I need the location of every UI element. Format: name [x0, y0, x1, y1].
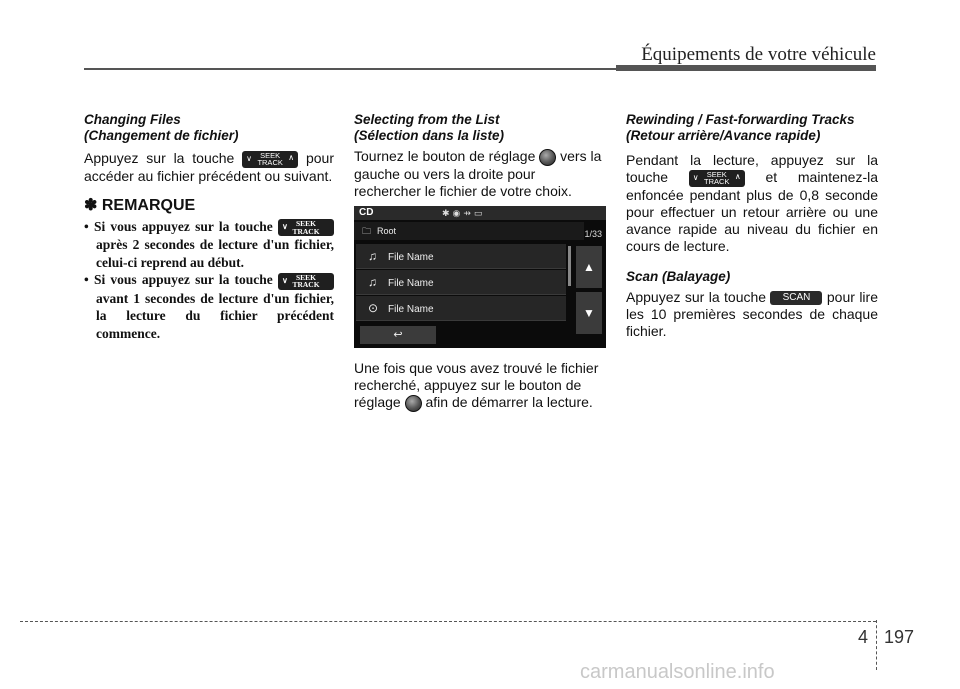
- screen-folder-row: [354, 222, 584, 240]
- heading-scan: Scan (Balayage): [626, 268, 731, 284]
- screen-scrollbar: [568, 246, 571, 286]
- chevron-down-icon: ∨: [246, 153, 253, 163]
- status-icons: [442, 206, 485, 220]
- paragraph-scan: [626, 289, 878, 340]
- remarque-heading: [84, 197, 334, 214]
- tune-knob-icon: [539, 149, 556, 166]
- text-fragment: et maintenez-la enfoncée pendant plus de 0,8 seconde pour effectuer un retour arrière ou une avance rapide au niveau du fichier en cours de lecture.: [626, 169, 879, 254]
- column-rewind-scan: [626, 112, 878, 340]
- seek-track-label: SEEK TRACK: [257, 150, 283, 168]
- chevron-down-icon: ∨: [282, 275, 288, 285]
- text-fragment: pour lire les 10 premières secondes de chaque fichier.: [626, 288, 878, 339]
- heading-selecting-from-list: Selecting from the List: [354, 112, 500, 127]
- heading-changement-de-fichier: (Changement de fichier): [84, 128, 239, 143]
- remarque-list: [84, 218, 334, 342]
- heading-rewinding: Rewinding / Fast-forwarding Tracks: [626, 112, 855, 127]
- back-icon: ↩: [360, 326, 436, 344]
- music-note-icon: ♫: [368, 248, 377, 263]
- screen-source-label: CD: [359, 206, 374, 218]
- disc-icon: ◉: [452, 207, 464, 218]
- column-changing-files: [84, 112, 334, 342]
- text-fragment: • Si vous appuyez sur la touche: [84, 272, 273, 288]
- screen-file-row: ♫ File Name: [356, 270, 566, 295]
- play-icon: ⊙: [368, 300, 379, 315]
- heading-retour-arriere: (Retour arrière/Avance rapide): [626, 128, 821, 143]
- remarque-label: REMARQUE: [101, 196, 196, 214]
- music-note-icon: ♫: [368, 274, 377, 289]
- seek-track-label: SEEK TRACK: [704, 169, 730, 187]
- text-fragment: après 2 secondes de lecture d'un fichier, celui-ci reprend au début.: [96, 237, 334, 270]
- scroll-up-icon: ▲: [576, 246, 602, 288]
- paragraph-start-playback: [354, 360, 606, 412]
- seek-track-button-icon: [278, 219, 334, 236]
- usb-icon: ⇸: [463, 207, 474, 218]
- text-fragment: vers la gauche ou vers la droite pour rechercher le fichier de votre choix.: [354, 148, 602, 199]
- screen-file-row: ♫ File Name: [356, 244, 566, 269]
- text-fragment: pour accéder au fichier précédent ou suivant.: [84, 150, 335, 184]
- text-fragment: afin de démarrer la lecture.: [425, 393, 593, 410]
- text-fragment: Appuyez sur la touche: [84, 150, 235, 166]
- bluetooth-icon: ✱: [442, 207, 453, 218]
- chevron-down-icon: ∨: [692, 172, 699, 182]
- paragraph-changing-files: [84, 150, 334, 185]
- heading-selection-dans-liste: (Sélection dans la liste): [354, 128, 505, 143]
- note-icon: ✽: [84, 196, 98, 214]
- chevron-down-icon: ∨: [282, 222, 288, 232]
- page-number: 197: [884, 627, 915, 647]
- seek-track-button-icon: [278, 273, 334, 290]
- text-fragment: Tournez le bouton de réglage: [354, 148, 536, 164]
- screen-status-bar: [354, 206, 606, 220]
- text-fragment: • Si vous appuyez sur la touche: [84, 218, 273, 234]
- scan-button-icon: SCAN: [770, 291, 822, 305]
- watermark: carmanualsonline.info: [580, 661, 775, 683]
- seek-track-label: SEEK TRACK: [292, 272, 320, 290]
- paragraph-rewinding: [626, 152, 878, 255]
- seek-track-label: SEEK TRACK: [292, 219, 320, 236]
- footer-rule: [20, 621, 876, 622]
- track-counter: 1/33: [584, 228, 602, 239]
- seek-track-button-icon: [242, 151, 298, 168]
- text-fragment: Une fois que vous avez trouvé le fichier recherché, appuyez sur le bouton de réglage: [354, 359, 599, 410]
- chevron-up-icon: ∧: [734, 171, 741, 181]
- page-header-title: Équipements de votre véhicule: [641, 44, 876, 65]
- chapter-number: 4: [858, 627, 869, 647]
- scroll-down-icon: ▼: [576, 292, 602, 334]
- chevron-up-icon: ∧: [288, 152, 295, 162]
- screen-file-row: ⊙ File Name: [356, 296, 566, 321]
- seek-track-button-icon: [689, 170, 745, 187]
- column-selecting-list: [354, 112, 606, 412]
- text-fragment: Appuyez sur la touche: [626, 288, 767, 305]
- header-rule: [84, 68, 876, 70]
- text-fragment: avant 1 secondes de lecture d'un fichier, la lecture du fichier précédent commence.: [96, 290, 334, 341]
- phone-icon: ▭: [473, 207, 486, 218]
- list-item: [84, 218, 334, 271]
- tune-knob-icon: [405, 395, 422, 412]
- paragraph-selecting: [354, 148, 606, 200]
- footer-divider: [876, 620, 877, 670]
- cd-screen-illustration: [354, 206, 606, 348]
- folder-icon: 🗀: [362, 225, 372, 236]
- list-item: [84, 271, 334, 342]
- heading-changing-files: Changing Files: [84, 112, 181, 127]
- text-fragment: Pendant la lecture, appuyez sur la touche: [626, 152, 878, 185]
- folder-name: Root: [377, 225, 397, 236]
